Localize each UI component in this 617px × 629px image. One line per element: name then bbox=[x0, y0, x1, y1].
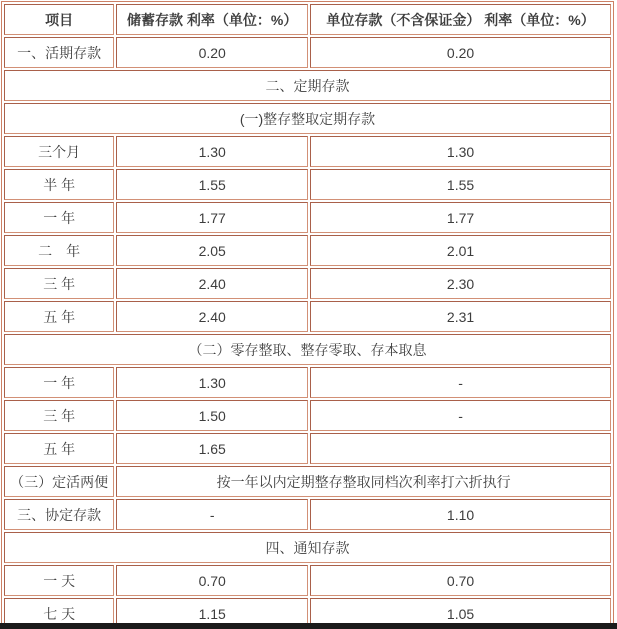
row-label-cell: 一 年 bbox=[4, 202, 114, 233]
table-row bbox=[4, 136, 611, 167]
rate-value-cell: 0.70 bbox=[310, 565, 611, 596]
row-label-cell: 一 天 bbox=[4, 565, 114, 596]
rate-value-cell: 2.30 bbox=[310, 268, 611, 299]
rate-value-cell: 2.05 bbox=[116, 235, 308, 266]
table-row bbox=[4, 400, 611, 431]
section-header-cell: （二）零存整取、整存零取、存本取息 bbox=[4, 334, 611, 365]
rate-value-cell: 0.70 bbox=[116, 565, 308, 596]
row-label-cell: 五 年 bbox=[4, 433, 114, 464]
table-row bbox=[4, 235, 611, 266]
rate-table-body bbox=[4, 37, 611, 629]
rate-value-cell bbox=[310, 433, 611, 464]
column-header: 项目 bbox=[4, 4, 114, 35]
row-label-cell: 二 年 bbox=[4, 235, 114, 266]
rate-table-head bbox=[4, 4, 611, 35]
table-row bbox=[4, 301, 611, 332]
rate-value-cell: 1.15 bbox=[116, 598, 308, 629]
rate-value-cell: 0.20 bbox=[116, 37, 308, 68]
row-label-cell: 五 年 bbox=[4, 301, 114, 332]
note-cell: 按一年以内定期整存整取同档次利率打六折执行 bbox=[116, 466, 611, 497]
rate-value-cell: 1.65 bbox=[116, 433, 308, 464]
row-label-cell: 一、活期存款 bbox=[4, 37, 114, 68]
table-row bbox=[4, 466, 611, 497]
rate-value-cell: - bbox=[116, 499, 308, 530]
rate-value-cell: 0.20 bbox=[310, 37, 611, 68]
column-header: 储蓄存款 利率（单位：%） bbox=[116, 4, 308, 35]
row-label-cell: （三）定活两便 bbox=[4, 466, 114, 497]
table-row bbox=[4, 268, 611, 299]
rate-value-cell: 1.30 bbox=[116, 367, 308, 398]
rate-value-cell: - bbox=[310, 367, 611, 398]
row-label-cell: 七 天 bbox=[4, 598, 114, 629]
table-row bbox=[4, 499, 611, 530]
rate-value-cell: 1.05 bbox=[310, 598, 611, 629]
deposit-rate-table bbox=[1, 1, 614, 629]
rate-value-cell: 2.01 bbox=[310, 235, 611, 266]
column-header: 单位存款（不含保证金） 利率（单位：%） bbox=[310, 4, 611, 35]
row-label-cell: 三个月 bbox=[4, 136, 114, 167]
row-label-cell: 三 年 bbox=[4, 400, 114, 431]
rate-value-cell: 1.30 bbox=[310, 136, 611, 167]
rate-value-cell: 2.40 bbox=[116, 301, 308, 332]
row-label-cell: 三、协定存款 bbox=[4, 499, 114, 530]
rate-value-cell: 1.77 bbox=[116, 202, 308, 233]
table-row bbox=[4, 532, 611, 563]
rate-value-cell: 2.40 bbox=[116, 268, 308, 299]
table-row bbox=[4, 37, 611, 68]
table-row bbox=[4, 202, 611, 233]
rate-value-cell: 1.77 bbox=[310, 202, 611, 233]
rate-value-cell: - bbox=[310, 400, 611, 431]
table-row bbox=[4, 169, 611, 200]
section-header-cell: (一)整存整取定期存款 bbox=[4, 103, 611, 134]
rate-value-cell: 1.50 bbox=[116, 400, 308, 431]
rate-value-cell: 1.55 bbox=[116, 169, 308, 200]
table-row bbox=[4, 433, 611, 464]
row-label-cell: 一 年 bbox=[4, 367, 114, 398]
table-row bbox=[4, 565, 611, 596]
header-row bbox=[4, 4, 611, 35]
rate-value-cell: 1.10 bbox=[310, 499, 611, 530]
section-header-cell: 二、定期存款 bbox=[4, 70, 611, 101]
rate-value-cell: 1.30 bbox=[116, 136, 308, 167]
row-label-cell: 半 年 bbox=[4, 169, 114, 200]
table-row bbox=[4, 70, 611, 101]
rate-value-cell: 2.31 bbox=[310, 301, 611, 332]
row-label-cell: 三 年 bbox=[4, 268, 114, 299]
table-row bbox=[4, 367, 611, 398]
table-row bbox=[4, 334, 611, 365]
bottom-edge-bar bbox=[0, 623, 617, 629]
section-header-cell: 四、通知存款 bbox=[4, 532, 611, 563]
table-row bbox=[4, 103, 611, 134]
rate-value-cell: 1.55 bbox=[310, 169, 611, 200]
